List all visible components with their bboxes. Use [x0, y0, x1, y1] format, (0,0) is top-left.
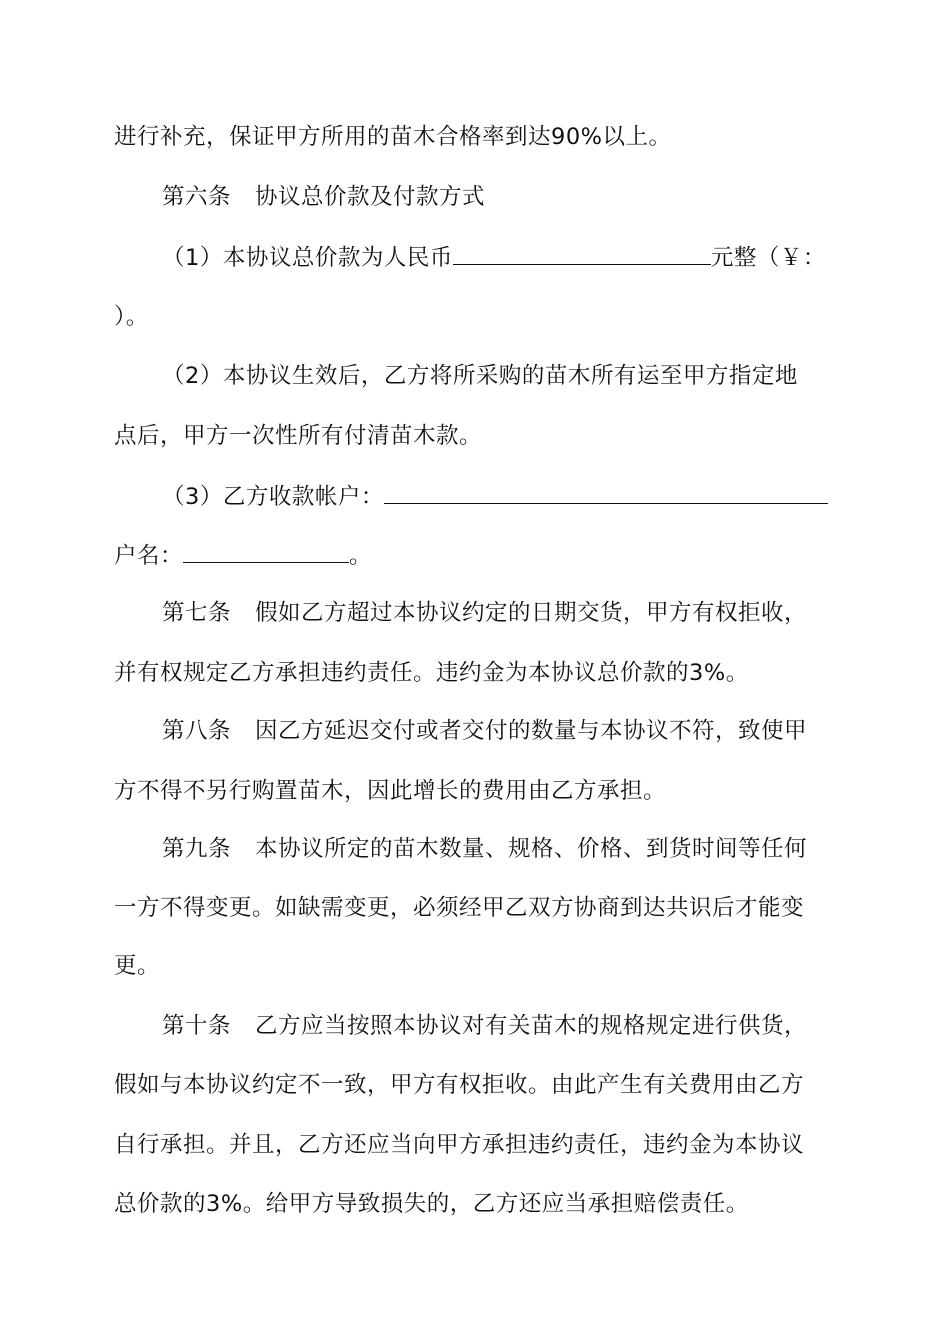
article-number: 第九条	[162, 836, 232, 862]
account-name-line	[114, 540, 372, 571]
line-text: ）。	[114, 304, 149, 330]
paragraph-line	[114, 1189, 749, 1219]
line-text: 本协议所定的苗木数量、规格、价格、到货时间等任何	[255, 836, 808, 862]
line-text: （2）本协议生效后，乙方将所采购的苗木所有运至甲方指定地	[162, 363, 798, 389]
line-text: 乙方应当按照本协议对有关苗木的规格规定进行供货，	[255, 1013, 808, 1039]
line-text: 假如乙方超过本协议约定的日期交货，甲方有权拒收，	[255, 600, 808, 626]
article-number: 第十条	[162, 1013, 232, 1039]
paragraph-line	[114, 1070, 804, 1100]
account-name-blank	[183, 540, 349, 563]
paragraph-line	[114, 421, 482, 451]
article-7	[162, 598, 807, 628]
payment-clause-1	[162, 242, 826, 273]
paragraph-line	[114, 776, 666, 806]
line-text: （1）本协议总价款为人民币	[162, 245, 453, 271]
line-text: 总价款的3%。给甲方导致损失的，乙方还应当承担赔偿责任。	[114, 1191, 749, 1217]
line-text: 假如与本协议约定不一致，甲方有权拒收。由此产生有关费用由乙方	[114, 1072, 805, 1098]
paragraph-line	[114, 1130, 804, 1160]
line-text: 进行补充，保证甲方所用的苗木合格率到达90%以上。	[114, 124, 672, 150]
line-text: 一方不得变更。如缺需变更，必须经甲乙双方协商到达共识后才能变	[114, 895, 805, 921]
payment-clause-3	[162, 481, 828, 512]
paragraph-line	[114, 893, 804, 923]
line-text: 点后，甲方一次性所有付清苗木款。	[114, 423, 483, 449]
payment-clause-2	[162, 361, 798, 391]
article-number: 第七条	[162, 600, 232, 626]
article-number: 第八条	[162, 718, 232, 744]
article-10	[162, 1011, 807, 1041]
line-text: 。	[349, 543, 373, 569]
line-text: 更。	[114, 953, 161, 979]
paragraph-line	[114, 302, 149, 332]
paragraph-line	[114, 951, 160, 981]
line-text: 因乙方延迟交付或者交付的数量与本协议不符，致使甲	[255, 718, 808, 744]
article-8	[162, 716, 807, 746]
amount-blank	[453, 242, 711, 265]
line-text: 元整（￥：	[710, 245, 826, 271]
line-text: 方不得不另行购置苗木，因此增长的费用由乙方承担。	[114, 778, 667, 804]
paragraph-line	[114, 122, 672, 152]
line-text: 自行承担。并且，乙方还应当向甲方承担违约责任，违约金为本协议	[114, 1132, 805, 1158]
line-text: 户名：	[114, 543, 184, 569]
article-number: 第六条	[162, 184, 232, 210]
article-6-heading	[162, 182, 485, 212]
line-text: （3）乙方收款帐户：	[162, 484, 384, 510]
article-title: 协议总价款及付款方式	[255, 184, 486, 210]
line-text: 并有权规定乙方承担违约责任。违约金为本协议总价款的3%。	[114, 660, 749, 686]
article-9	[162, 834, 807, 864]
account-blank	[384, 481, 828, 504]
paragraph-line	[114, 658, 749, 688]
